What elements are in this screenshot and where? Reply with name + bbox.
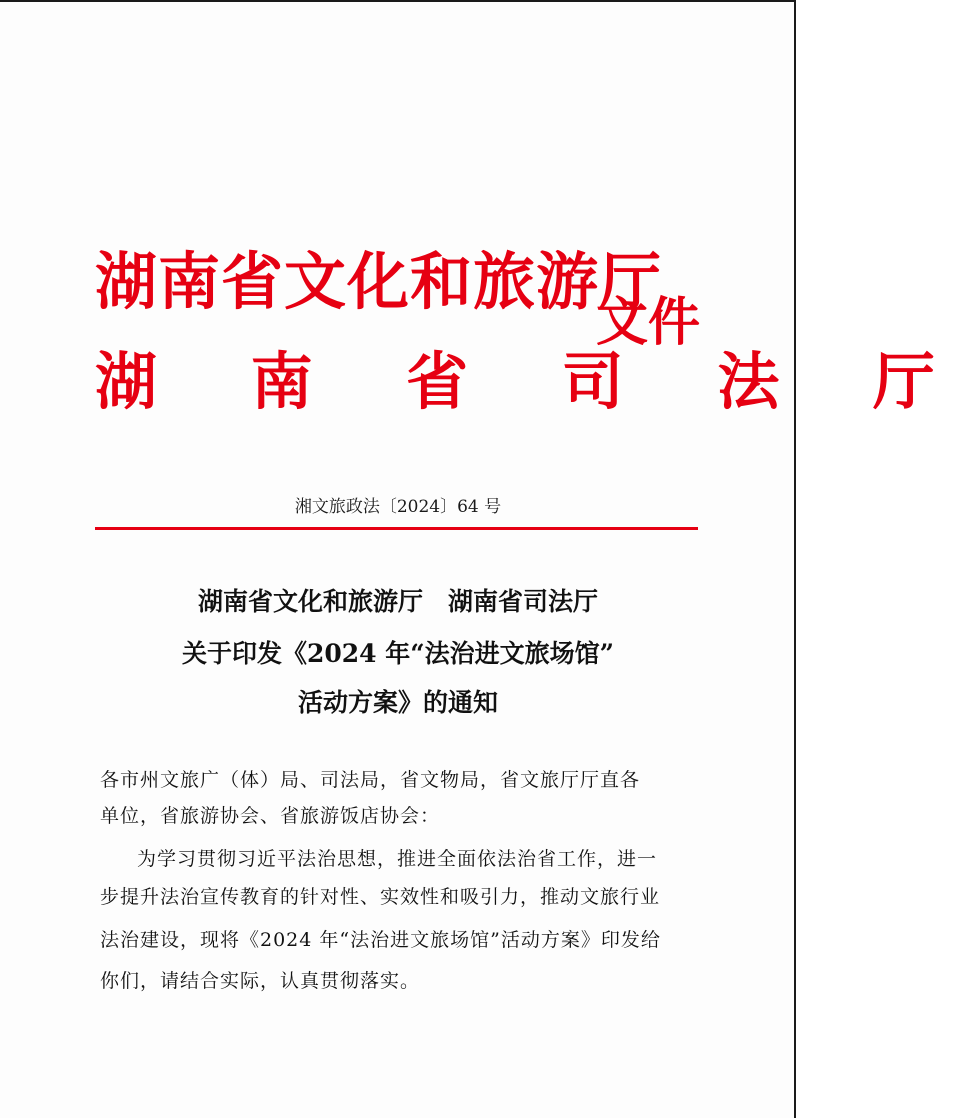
recipients-line-1: 各市州文旅广（体）局、司法局，省文物局，省文旅厅厅直各 xyxy=(100,769,641,791)
notice-title-line-2: 关于印发《2024 年“法治进文旅场馆” xyxy=(181,639,615,668)
notice-title-line-1: 湖南省文化和旅游厅 湖南省司法厅 xyxy=(197,587,598,616)
scan-top-edge xyxy=(0,0,796,2)
document-number: 湘文旅政法〔2024〕64 号 xyxy=(294,497,502,517)
body-paragraph-line-3: 法治建设，现将《2024 年“法治进文旅场馆”活动方案》印发给 xyxy=(100,929,661,951)
recipients-line-2: 单位，省旅游协会、省旅游饭店协会： xyxy=(100,805,441,827)
body-paragraph-line-4: 你们，请结合实际，认真贯彻落实。 xyxy=(100,970,421,992)
red-divider-rule xyxy=(95,527,698,530)
scan-right-edge xyxy=(794,0,796,1118)
document-header-suffix: 文件 xyxy=(596,293,701,353)
issuer-name-justice: 湖 南 省 司 法 厅 xyxy=(95,345,971,418)
body-paragraph-line-2: 步提升法治宣传教育的针对性、实效性和吸引力，推动文旅行业 xyxy=(100,886,661,908)
body-paragraph-line-1: 为学习贯彻习近平法治思想，推进全面依法治省工作，进一 xyxy=(137,848,658,870)
notice-title-line-3: 活动方案》的通知 xyxy=(297,688,498,717)
issuer-name-culture-tourism: 湖南省文化和旅游厅 xyxy=(95,245,663,318)
